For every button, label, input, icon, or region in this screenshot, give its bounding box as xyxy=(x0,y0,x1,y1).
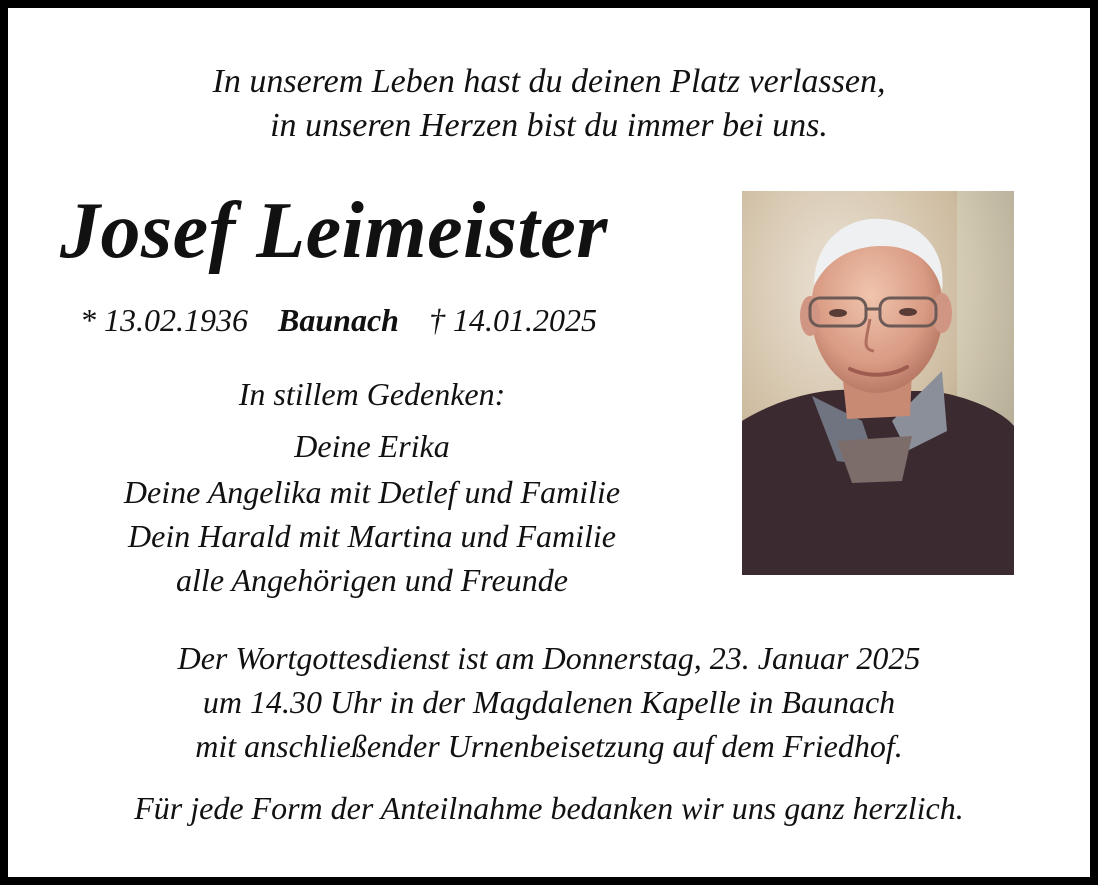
death-date: † 14.01.2025 xyxy=(428,302,597,338)
verse-line-1: In unserem Leben hast du deinen Platz verlassen, xyxy=(212,63,886,100)
mourner-line: Deine Erika xyxy=(294,428,450,464)
service-line-2: um 14.30 Uhr in der Magdalenen Kapelle in Baunach xyxy=(202,684,896,720)
service-line-3: mit anschließender Urnenbeisetzung auf dem Friedhof. xyxy=(195,728,903,764)
verse-line-2: in unseren Herzen bist du immer bei uns. xyxy=(270,107,828,144)
portrait-photo xyxy=(742,191,1014,575)
deceased-name: Josef Leimeister xyxy=(60,187,608,275)
mourner-line: Dein Harald mit Martina und Familie xyxy=(128,518,616,554)
birth-date: * 13.02.1936 xyxy=(80,302,248,338)
life-dates xyxy=(80,300,597,340)
birth-place: Baunach xyxy=(278,302,399,338)
mourner-line: Deine Angelika mit Detlef und Familie xyxy=(123,474,621,510)
mourners-heading: In stillem Gedenken: xyxy=(238,376,506,412)
thanks-line: Für jede Form der Anteilnahme bedanken wir uns ganz herzlich. xyxy=(134,790,964,826)
service-line-1: Der Wortgottesdienst ist am Donnerstag, 23. Januar 2025 xyxy=(177,640,921,676)
mourner-line: alle Angehörigen und Freunde xyxy=(176,562,568,598)
portrait-illustration xyxy=(742,191,1014,575)
